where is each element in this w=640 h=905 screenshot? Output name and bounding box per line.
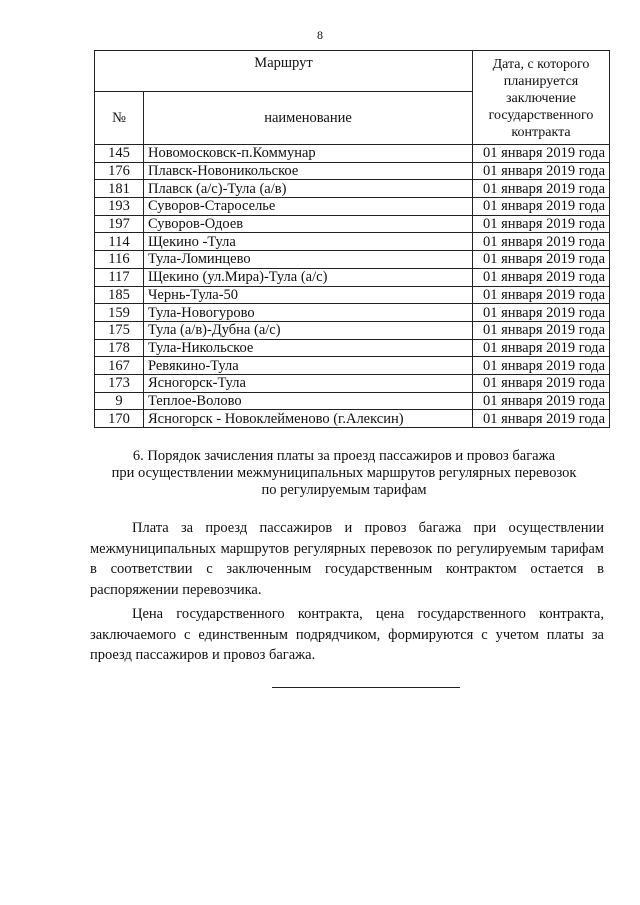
route-date: 01 января 2019 года bbox=[473, 215, 610, 233]
table-row bbox=[95, 286, 610, 304]
table-row bbox=[95, 145, 610, 163]
section-title-line: по регулируемым тарифам bbox=[261, 482, 427, 498]
table-header-row bbox=[95, 51, 610, 92]
route-name: Ревякино-Тула bbox=[144, 357, 473, 375]
route-date: 01 января 2019 года bbox=[473, 374, 610, 392]
route-date: 01 января 2019 года bbox=[473, 286, 610, 304]
route-number: 178 bbox=[95, 339, 144, 357]
section-title-line: при осуществлении межмуниципальных маршрутов регулярных перевозок bbox=[111, 465, 577, 481]
routes-table bbox=[94, 50, 610, 428]
page-number: 8 bbox=[317, 28, 323, 42]
table-row bbox=[95, 268, 610, 286]
route-name: Теплое-Волово bbox=[144, 392, 473, 410]
route-name: Тула-Новогурово bbox=[144, 304, 473, 322]
route-number: 167 bbox=[95, 357, 144, 375]
table-row bbox=[95, 357, 610, 375]
table-row bbox=[95, 180, 610, 198]
route-name: Плавск-Новоникольское bbox=[144, 162, 473, 180]
route-number: 175 bbox=[95, 321, 144, 339]
route-date: 01 января 2019 года bbox=[473, 233, 610, 251]
route-number: 173 bbox=[95, 374, 144, 392]
route-number: 197 bbox=[95, 215, 144, 233]
table-row bbox=[95, 374, 610, 392]
section-body bbox=[90, 518, 604, 666]
route-name: Ясногорск - Новоклейменово (г.Алексин) bbox=[144, 410, 473, 428]
route-name: Тула-Никольское bbox=[144, 339, 473, 357]
table-row bbox=[95, 321, 610, 339]
route-name: Щекино -Тула bbox=[144, 233, 473, 251]
route-date: 01 января 2019 года bbox=[473, 339, 610, 357]
route-date: 01 января 2019 года bbox=[473, 321, 610, 339]
route-number: 9 bbox=[95, 392, 144, 410]
table-row bbox=[95, 198, 610, 216]
table-row bbox=[95, 251, 610, 269]
route-number: 117 bbox=[95, 268, 144, 286]
section-title bbox=[84, 448, 604, 499]
route-number: 170 bbox=[95, 410, 144, 428]
table-row bbox=[95, 162, 610, 180]
route-number: 159 bbox=[95, 304, 144, 322]
route-date: 01 января 2019 года bbox=[473, 392, 610, 410]
table-row bbox=[95, 339, 610, 357]
header-number: № bbox=[95, 92, 144, 145]
routes-table-body bbox=[95, 145, 610, 428]
route-number: 145 bbox=[95, 145, 144, 163]
route-name: Чернь-Тула-50 bbox=[144, 286, 473, 304]
route-name: Плавск (а/с)-Тула (а/в) bbox=[144, 180, 473, 198]
route-name: Ясногорск-Тула bbox=[144, 374, 473, 392]
table-row bbox=[95, 215, 610, 233]
route-date: 01 января 2019 года bbox=[473, 357, 610, 375]
route-date: 01 января 2019 года bbox=[473, 162, 610, 180]
route-name: Тула-Ломинцево bbox=[144, 251, 473, 269]
paragraph: Цена государственного контракта, цена государственного контракта, заключаемого с единственным подрядчиком, формируются с учетом платы за проезд пассажиров и провоз багажа. bbox=[90, 606, 604, 663]
route-name: Тула (а/в)-Дубна (а/с) bbox=[144, 321, 473, 339]
route-number: 181 bbox=[95, 180, 144, 198]
route-date: 01 января 2019 года bbox=[473, 180, 610, 198]
route-number: 185 bbox=[95, 286, 144, 304]
table-row bbox=[95, 392, 610, 410]
header-date: Дата, с которого планируется заключение государственного контракта bbox=[473, 51, 610, 145]
route-date: 01 января 2019 года bbox=[473, 304, 610, 322]
route-name: Суворов-Староселье bbox=[144, 198, 473, 216]
table-row bbox=[95, 304, 610, 322]
route-name: Суворов-Одоев bbox=[144, 215, 473, 233]
route-date: 01 января 2019 года bbox=[473, 145, 610, 163]
route-name: Новомосковск-п.Коммунар bbox=[144, 145, 473, 163]
table-row bbox=[95, 410, 610, 428]
closing-line bbox=[272, 687, 460, 688]
route-number: 176 bbox=[95, 162, 144, 180]
route-number: 114 bbox=[95, 233, 144, 251]
route-number: 116 bbox=[95, 251, 144, 269]
route-date: 01 января 2019 года bbox=[473, 198, 610, 216]
route-date: 01 января 2019 года bbox=[473, 410, 610, 428]
route-date: 01 января 2019 года bbox=[473, 268, 610, 286]
section-title-line: 6. Порядок зачисления платы за проезд пассажиров и провоз багажа bbox=[132, 448, 556, 464]
route-date: 01 января 2019 года bbox=[473, 251, 610, 269]
route-name: Щекино (ул.Мира)-Тула (а/с) bbox=[144, 268, 473, 286]
header-route: Маршрут bbox=[95, 51, 473, 92]
header-name: наименование bbox=[144, 92, 473, 145]
table-row bbox=[95, 233, 610, 251]
paragraph: Плата за проезд пассажиров и провоз багажа при осуществлении межмуниципальных маршрутов регулярных перевозок по регулируемым тарифам в соответствии с заключенным государственным контрактом остается в распоряжении перевозчика. bbox=[90, 520, 604, 598]
route-number: 193 bbox=[95, 198, 144, 216]
